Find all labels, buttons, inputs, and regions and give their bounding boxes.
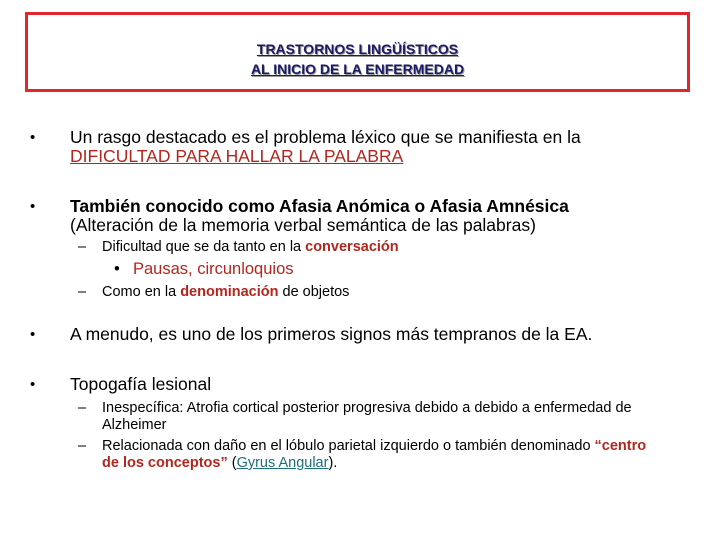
bullet-4-text: Topogafía lesional <box>70 374 212 394</box>
bullet-1-text <box>70 128 710 166</box>
title-line-2: AL INICIO DE LA ENFERMEDAD <box>250 61 465 77</box>
subsub-text: Pausas, circunloquios <box>133 260 294 278</box>
sub-2-end: de objetos <box>278 284 350 300</box>
bullet-4-sub-2-highlight: “centro de los conceptos” <box>102 438 647 471</box>
bullet-dot: • <box>30 198 36 215</box>
bullet-2-line-2: (Alteración de la memoria verbal semántica de las palabras) <box>70 215 536 235</box>
bullet-2-line-1: También conocido como Afasia Anómica o Afasia Amnésica <box>70 196 569 216</box>
dash: – <box>78 438 87 454</box>
bullet-4-sub-2-text: Relacionada con daño en el lóbulo parietal izquierdo o también denominado <box>102 438 595 454</box>
sub-1-highlight: conversación <box>305 239 399 255</box>
dash: – <box>78 284 87 300</box>
title-line-1: TRASTORNOS LINGÜÍSTICOS <box>256 41 459 57</box>
gyrus-angular-link[interactable]: Gyrus Angular <box>236 455 329 471</box>
dash: – <box>78 239 87 255</box>
bullet-4-sub-2-mid: ( <box>227 455 237 471</box>
bullet-4-sub-2-end: ). <box>328 455 338 471</box>
bullet-1-main: Un rasgo destacado es el problema léxico que se manifiesta en la <box>70 127 581 147</box>
bullet-2-text <box>70 197 710 235</box>
title-box <box>25 12 690 92</box>
sub-2-highlight: denominación <box>180 284 279 300</box>
bullet-dot: • <box>30 129 36 146</box>
bullet-dot: • <box>30 376 36 393</box>
dash: – <box>78 400 87 416</box>
bullet-dot: • <box>30 326 36 343</box>
bullet-1-highlight: DIFICULTAD PARA HALLAR LA PALABRA <box>70 146 404 166</box>
bullet-3-text: A menudo, es uno de los primeros signos más tempranos de la EA. <box>70 324 593 344</box>
sub-1-text: Dificultad que se da tanto en la <box>102 239 306 255</box>
bullet-4-sub-1-text: Inespecífica: Atrofia cortical posterior progresiva debido a debido a enfermedad de Alzheimer <box>102 400 632 433</box>
sub-2-text: Como en la <box>102 284 181 300</box>
subsub-dot: • <box>114 260 120 278</box>
